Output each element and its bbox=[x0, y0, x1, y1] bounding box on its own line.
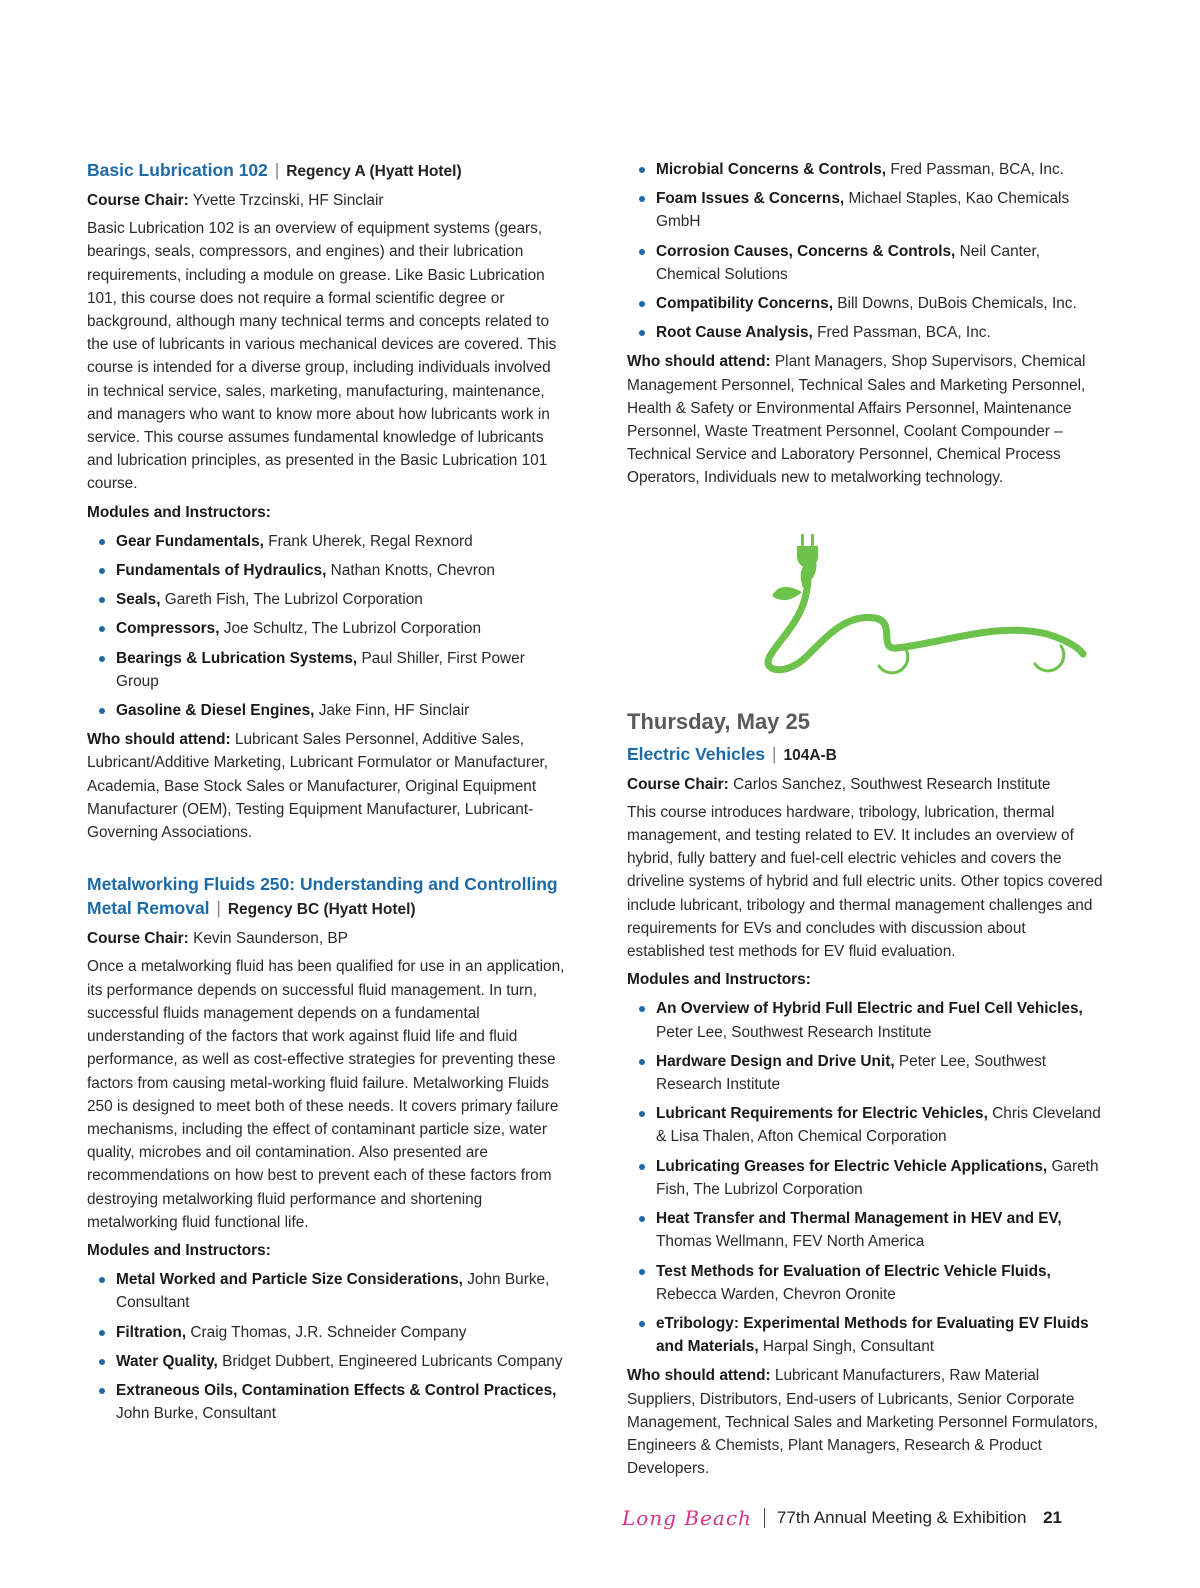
module-instructor: Bridget Dubbert, Engineered Lubricants Company bbox=[222, 1352, 563, 1370]
course-title-line bbox=[87, 158, 565, 184]
modules-label: Modules and Instructors: bbox=[627, 971, 811, 989]
course-title-line bbox=[87, 872, 565, 922]
module-item bbox=[87, 617, 565, 640]
attend-label: Who should attend: bbox=[87, 731, 231, 749]
module-instructor: Jake Finn, HF Sinclair bbox=[318, 702, 470, 720]
module-name: Microbial Concerns & Controls, bbox=[656, 161, 887, 178]
attend-label: Who should attend: bbox=[627, 353, 771, 371]
module-item bbox=[627, 158, 1105, 181]
module-name: Root Cause Analysis, bbox=[656, 324, 813, 342]
module-instructor: Frank Uherek, Regal Rexnord bbox=[268, 532, 473, 550]
module-item bbox=[627, 1207, 1105, 1253]
modules-list bbox=[627, 158, 1105, 344]
course-chair bbox=[87, 189, 565, 212]
attend-label: Who should attend: bbox=[627, 1367, 771, 1385]
course-chair bbox=[87, 927, 565, 950]
course-chair-label: Course Chair: bbox=[87, 192, 189, 209]
module-instructor: Peter Lee, Southwest Research Institute bbox=[656, 1023, 932, 1041]
modules-list bbox=[87, 530, 565, 722]
module-item bbox=[627, 1050, 1105, 1096]
module-name: Gasoline & Diesel Engines, bbox=[116, 702, 315, 720]
module-instructor: Chris Cleveland & Lisa Thalen, Afton Chemical Corporation bbox=[656, 1105, 1101, 1146]
course-description: This course introduces hardware, tribology, lubrication, thermal management, and testing related to EV. It includes an overview of hybrid, fully battery and fuel-cell electric vehicles and covers the driveline systems of hybrid and full electric units. Other topics covered include lubricant, tribology and thermal management challenges and requirements for EVs and concludes with discussion about established test methods for EV fluid evaluation. bbox=[627, 803, 1103, 961]
course-electric-vehicles bbox=[627, 742, 1105, 1481]
modules-label: Modules and Instructors: bbox=[87, 1241, 271, 1259]
course-metalworking-fluids-250-continued bbox=[627, 158, 1105, 490]
who-should-attend bbox=[627, 1364, 1105, 1480]
module-name: Fundamentals of Hydraulics, bbox=[116, 562, 327, 580]
course-title-line bbox=[627, 742, 1105, 768]
module-item bbox=[627, 292, 1105, 315]
module-instructor: Fred Passman, BCA, Inc. bbox=[890, 161, 1064, 178]
modules-list bbox=[627, 997, 1105, 1358]
module-instructor: Harpal Singh, Consultant bbox=[762, 1338, 935, 1356]
who-should-attend bbox=[87, 728, 565, 844]
module-instructor: John Burke, Consultant bbox=[116, 1405, 276, 1423]
module-name: Extraneous Oils, Contamination Effects & Control Practices, bbox=[116, 1381, 557, 1399]
ev-graphic bbox=[627, 530, 1105, 700]
title-separator: | bbox=[772, 743, 777, 764]
course-chair bbox=[627, 773, 1105, 796]
module-name: Test Methods for Evaluation of Electric Vehicle Fluids, bbox=[656, 1262, 1051, 1280]
module-instructor: Fred Passman, BCA, Inc. bbox=[817, 324, 991, 342]
module-name: Bearings & Lubrication Systems, bbox=[116, 649, 358, 667]
title-separator: | bbox=[216, 898, 221, 919]
module-instructor: Paul Shiller, First Power Group bbox=[116, 649, 525, 690]
right-column bbox=[627, 158, 1105, 1480]
module-item bbox=[627, 187, 1105, 233]
attend-text: Plant Managers, Shop Supervisors, Chemical Management Personnel, Technical Sales and Marketing Personnel, Health & Safety or Environmental Affairs Personnel, Maintenance Personnel, Waste Treatment Personnel, Coolant Compounder – Technical Service and Laboratory Personnel, Chemical Process Operators, Individuals new to metalworking technology. bbox=[627, 353, 1086, 487]
course-title: Electric Vehicles bbox=[627, 743, 766, 764]
module-item bbox=[87, 1321, 565, 1344]
title-separator: | bbox=[274, 160, 280, 180]
module-name: Water Quality, bbox=[116, 1352, 218, 1370]
module-instructor: Bill Downs, DuBois Chemicals, Inc. bbox=[837, 295, 1077, 313]
who-should-attend bbox=[627, 350, 1105, 489]
module-instructor: Joe Schultz, The Lubrizol Corporation bbox=[223, 620, 482, 638]
module-instructor: Craig Thomas, J.R. Schneider Company bbox=[190, 1323, 467, 1341]
module-name: Lubricating Greases for Electric Vehicle Applications, bbox=[656, 1157, 1048, 1175]
attend-text: Lubricant Sales Personnel, Additive Sales, Lubricant/Additive Marketing, Lubricant Formulator or Manufacturer, Academia, Base Stock Sales or Manufacturer, Original Equipment Manufacturer (OEM), Testing Equipment Manufacturer, Lubricant-Governing Associations. bbox=[87, 731, 549, 842]
module-name: Gear Fundamentals, bbox=[116, 532, 264, 550]
module-item bbox=[627, 321, 1105, 344]
course-title: Basic Lubrication 102 bbox=[87, 160, 268, 180]
module-instructor: Nathan Knotts, Chevron bbox=[330, 562, 495, 580]
module-item bbox=[87, 699, 565, 722]
module-instructor: Michael Staples, Kao Chemicals GmbH bbox=[656, 190, 1070, 231]
ev-plug-car-icon bbox=[757, 530, 1097, 700]
modules-list bbox=[87, 1268, 565, 1425]
module-instructor: Neil Canter, Chemical Solutions bbox=[656, 242, 1041, 283]
module-instructor: Peter Lee, Southwest Research Institute bbox=[656, 1052, 1047, 1094]
course-room: Regency A (Hyatt Hotel) bbox=[286, 163, 462, 180]
module-item bbox=[87, 647, 565, 693]
module-name: Heat Transfer and Thermal Management in HEV and EV, bbox=[656, 1210, 1062, 1228]
module-item bbox=[627, 997, 1105, 1043]
module-item bbox=[627, 240, 1105, 286]
course-room: Regency BC (Hyatt Hotel) bbox=[227, 901, 416, 919]
module-item bbox=[87, 1379, 565, 1425]
attend-text: Lubricant Manufacturers, Raw Material Suppliers, Distributors, End-users of Lubricants, Senior Corporate Management, Technical Sales and Marketing Personnel Formulators, Engineers & Chemists, Plant Managers, Research & Product Developers. bbox=[627, 1367, 1099, 1478]
course-chair-name: Kevin Saunderson, BP bbox=[193, 930, 348, 948]
course-basic-lubrication-102 bbox=[87, 158, 565, 844]
module-name: Filtration, bbox=[116, 1323, 187, 1341]
module-item bbox=[627, 1312, 1105, 1358]
course-title: Metalworking Fluids 250: Understanding and Controlling Metal Removal bbox=[87, 874, 558, 919]
page-number: 21 bbox=[1043, 1508, 1062, 1527]
module-item bbox=[87, 588, 565, 611]
course-metalworking-fluids-250 bbox=[87, 872, 565, 1425]
course-description: Once a metalworking fluid has been qualified for use in an application, its performance depends on successful fluid management. In turn, successful fluids management depends on a fundamental understanding of the factors that work against fluid life and fluid performance, as well as cost-effective strategies for preventing these factors from causing metal-working fluid failure. Metalworking Fluids 250 is designed to meet both of these needs. It covers primary failure mechanisms, including the effect of contaminant particle size, water quality, microbes and oil contamination. Also presented are recommendations on how best to prevent each of these factors from destroying metalworking fluid performance and shortening metalworking fluid functional life. bbox=[87, 958, 565, 1231]
module-instructor: Gareth Fish, The Lubrizol Corporation bbox=[164, 591, 423, 609]
module-item bbox=[87, 1268, 565, 1314]
module-name: An Overview of Hybrid Full Electric and Fuel Cell Vehicles, bbox=[656, 1000, 1083, 1018]
module-name: Metal Worked and Particle Size Considerations, bbox=[116, 1271, 463, 1289]
page-footer bbox=[622, 1503, 1082, 1533]
course-chair-name: Yvette Trzcinski, HF Sinclair bbox=[192, 192, 384, 209]
day-heading: Thursday, May 25 bbox=[627, 708, 810, 734]
module-name: Foam Issues & Concerns, bbox=[656, 190, 845, 208]
module-instructor: Gareth Fish, The Lubrizol Corporation bbox=[656, 1157, 1099, 1198]
module-item bbox=[87, 1350, 565, 1373]
left-column bbox=[87, 158, 565, 1431]
course-description: Basic Lubrication 102 is an overview of equipment systems (gears, bearings, seals, compressors, and engines) and their lubrication requirements, including a module on grease. Like Basic Lubrication 101, this course does not require a formal scientific degree or background, although many technical terms and concepts related to the use of lubricants in various mechanical devices are covered. This course is intended for a diverse group, including individuals involved in technical service, sales, marketing, manufacturing, maintenance, and managers who want to know more about how lubricants work in service. This course assumes fundamental knowledge of lubricants and lubrication principles, as presented in the Basic Lubrication 101 course. bbox=[87, 220, 557, 493]
module-item bbox=[627, 1260, 1105, 1306]
modules-label: Modules and Instructors: bbox=[87, 503, 271, 521]
course-chair-name: Carlos Sanchez, Southwest Research Institute bbox=[733, 775, 1051, 793]
course-chair-label: Course Chair: bbox=[87, 930, 189, 948]
module-name: Corrosion Causes, Concerns & Controls, bbox=[656, 242, 956, 260]
footer-divider bbox=[764, 1508, 765, 1528]
footer-city: Long Beach bbox=[622, 1506, 752, 1530]
module-name: eTribology: Experimental Methods for Evaluating EV Fluids and Materials, bbox=[656, 1314, 1089, 1356]
course-room: 104A-B bbox=[783, 746, 837, 764]
footer-event: 77th Annual Meeting & Exhibition bbox=[776, 1508, 1027, 1527]
module-name: Hardware Design and Drive Unit, bbox=[656, 1052, 895, 1070]
module-name: Seals, bbox=[116, 591, 161, 609]
module-instructor: John Burke, Consultant bbox=[116, 1271, 550, 1312]
module-instructor: Rebecca Warden, Chevron Oronite bbox=[656, 1285, 896, 1303]
module-name: Compatibility Concerns, bbox=[656, 295, 834, 313]
module-item bbox=[87, 530, 565, 553]
module-item bbox=[87, 559, 565, 582]
module-name: Compressors, bbox=[116, 620, 220, 638]
course-chair-label: Course Chair: bbox=[627, 775, 729, 793]
module-item bbox=[627, 1155, 1105, 1201]
module-name: Lubricant Requirements for Electric Vehicles, bbox=[656, 1105, 988, 1123]
module-item bbox=[627, 1102, 1105, 1148]
module-instructor: Thomas Wellmann, FEV North America bbox=[656, 1233, 925, 1251]
